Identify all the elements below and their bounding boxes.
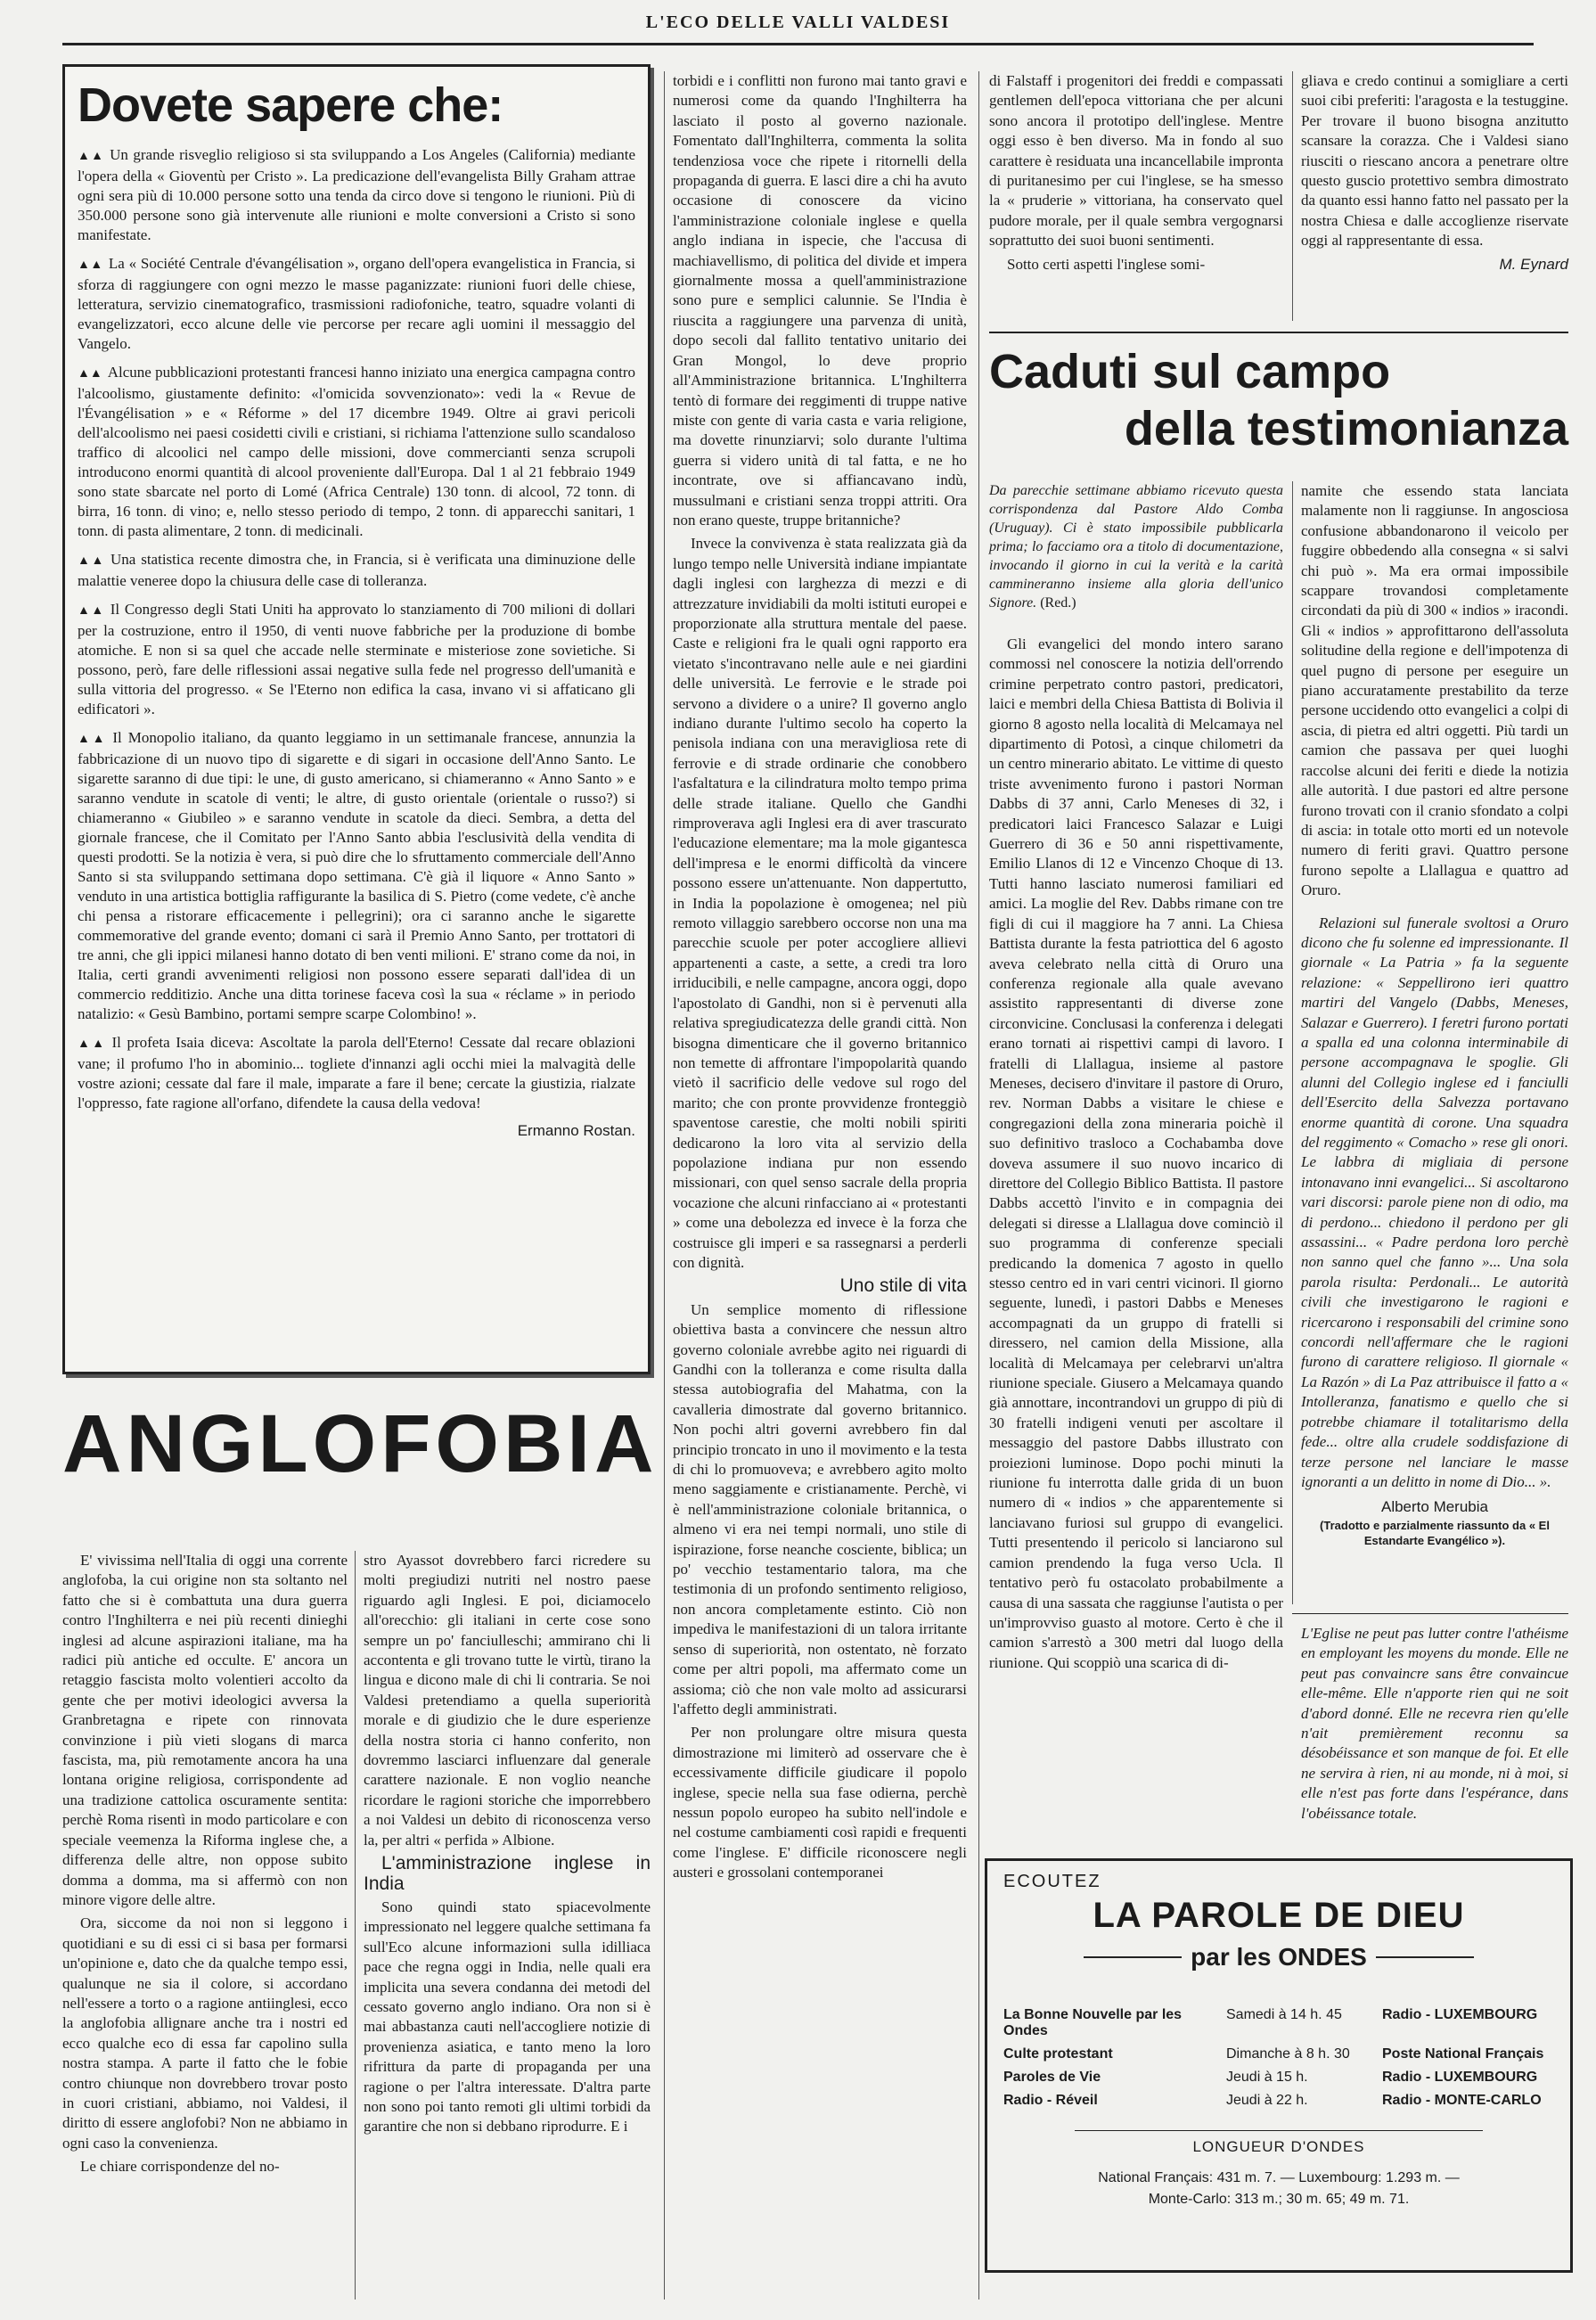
article-paragraph: Sono quindi stato spiacevolmente impressionato nel leggere qualche settimana fa sull'Eco alcune informazioni sulla idilliaca pace che regna oggi in India, nelle quali era implicita una severa condanna dei metodi del cessato governo anglo indiano. Ora non si è mai abbastanza cauti nell'accogliere notizie di provenienza asiatica, e tanto meno la loro rifrittura da parte di propaganda per una ragione o per l'altra interessate. D'altra parte non sono poi tanto remoti gli ultimi torbidi da garantire che non si debbano riprodurre. E i bbox=[364, 1898, 651, 2136]
radio-station: Poste National Français bbox=[1382, 2046, 1544, 2062]
caduti-signature: Alberto Merubia bbox=[1380, 1498, 1488, 1516]
eglise-quote-text: L'Eglise ne peut pas lutter contre l'athéisme en employant les moyens du monde. Elle ne peut pas convaincre sans être convaincue elle-même. Elle n'apporte rien qui ne soit d'abord donné. Elle ne recevra rien qu'elle n'ait premièrement reconnu sa désobéissance et son manque de foi. Et elle ne servira à rien, ni au monde, ni à moi, si elle n'est pas forte dans l'espérance, dans l'obéissance totale. bbox=[1301, 1625, 1568, 1822]
article-paragraph: stro Ayassot dovrebbero farci ricredere su molti pregiudizi nutriti nel nostro paese riguardo agli Inglesi. E poi, diciamocelo all'orecchio: gli italiani in certe cose sono sempre un po' fanciulleschi; ammirano chi li accontenta e gli trovano tutte le virtù, tirano la lingua e dicono male di chi li contraria. Se noi Valdesi pretendiamo a quella superiorità morale e di giudizio che le dure esperienze della nostra storia ci hanno conferito, non dovremmo lasciarci influenzare dal generale carattere nazionale. E non voglio neanche ricordare le ragioni storiche che imporrebbero a noi Valdesi un debito di riconoscenza verso la, per altri « perfida » Albione. bbox=[364, 1552, 651, 1849]
dovete-item: ▲▲ Il profeta Isaia diceva: Ascoltate la parola dell'Eterno! Cessate dal recare oblazioni vane; il profumo l'ho in abominio... togliete d'innanzi agli occhi miei la malvagità delle vostre azioni; cessate dal fare il male, imparate a fare il bene; cercate la giustizia, rialzate l'oppresso, fate ragione all'orfano, difendete la causa della vedova! bbox=[78, 1034, 635, 1111]
subtitle-rule-left bbox=[1084, 1956, 1182, 1958]
section-rule bbox=[989, 332, 1568, 333]
subtitle-rule-right bbox=[1376, 1956, 1474, 1958]
article-paragraph: torbidi e i conflitti non furono mai tanto gravi e numerosi come da quando l'Inghilterra ha lasciato il posto al governo nazionale. Fomentato dall'Inghilterra, commenta la solita tendenziosa voce che ripete i ritornelli della propaganda di guerra. E lasci dire a chi ha avuto occasione di conoscere da vicino l'amministrazione coloniale inglese e quella anglo indiana in ispecie, che l'accusa di machiavellismo, di politica del divide et impera giornalmente mossa a quell'amministrazione sono pure e semplici calunnie. Se l'India è riuscita a raggiungere una parvenza di unità, dopo secoli dal fallito tentativo unitario dei Gran Mongol, lo deve proprio all'Amministrazione britannica. L'Inghilterra tentò di formare dei reggimenti di truppe native miste con gente di varia casta e varia religione, ma dovette rinunziarvi; solo durante l'ultima guerra si videro unità di tal fatta, e ne ho incontrate, ove si affiancavano indù, mussulmani e cristiani senza troppi attriti. Ora non erano queste, truppe britanniche? bbox=[673, 72, 967, 529]
column-divider bbox=[1292, 71, 1293, 321]
article-paragraph: di Falstaff i progenitori dei freddi e compassati gentlemen dell'epoca vittoriana che per alcuni sono ancora il prototipo dell'inglese. Mentre oggi esso è ben diverso. Ma in fondo al suo carattere è residuata una incancellabile impronta di puritanesimo per cui l'inglese, se ha smesso la « pruderie » vittoriana, ha conservato quel pudore morale, per il quale sembra vergognarsi soprattutto dei suoi buoni sentimenti. bbox=[989, 72, 1283, 250]
eglise-quote bbox=[1301, 1624, 1568, 1847]
caduti-title bbox=[989, 343, 1568, 477]
bullet-icon: ▲▲ bbox=[78, 150, 105, 163]
radio-row bbox=[1003, 2007, 1554, 2039]
bullet-icon: ▲▲ bbox=[78, 554, 105, 568]
column-divider bbox=[664, 71, 665, 2300]
longueur-line-2: Monte-Carlo: 313 m.; 30 m. 65; 49 m. 71. bbox=[1148, 2192, 1410, 2207]
caduti-signature-note: (Tradotto e parzialmente riassunto da « El Estandarte Evangélico »). bbox=[1320, 1518, 1550, 1547]
article-paragraph: Invece la convivenza è stata realizzata già da lungo tempo nelle Università indiane impiantate dagli inglesi con larghezza di mezzi e di attrezzature invidiabili da molti istituti europei e proporzionate alla struttura mentale del paese. Caste e religioni fra le quali ogni rapporto era vietato s'incontravano nelle aule e nei giardini delle università. Le ferrovie e le strade poi servono a dividere o a unire? Il governo anglo indiano durante l'ultimo secolo ha coperto la penisola indiana con una meravigliosa rete di ferrovie e di strade ordinarie che conobbero l'asfaltatura e la cilindratura molto tempo prima delle strade italiane. Quello che Gandhi rimproverava agli Inglesi era di aver trascurato l'educazione elementare; ma la mole gigantesca dell'impresa e le enormi difficoltà da vincere possono essere un'attenuante. Non dappertutto, in India la popolazione è omogenea; nel più remoto villaggio sarebbero occorse non una ma parecchie scuole per poter accogliere allievi appartenenti a caste, a sette, a credi tra loro irriducibili, e nelle campagne, ancora oggi, dopo l'apostolato di Gandhi, non si è pervenuti alla relativa spregiudicatezza delle grandi città. Non bisogna dimenticare che il governo britannico non temette di affrontare l'impopolarità quando vietò il sacrificio delle vedove sul rogo del marito; che con pronte provvidenze fronteggiò spaventose carestie, che molti nobili spiriti dedicarono la loro vita al servizio della popolazione indiana pur non essendo missionari, con quel senso sacrale della propria vocazione che alcuni rinfacciano ai « protestanti » come una debolezza ed invece è la forza che costruisce gli imperi e sa rassegnarsi a perderli con dignità. bbox=[673, 535, 967, 1271]
article-paragraph: Sotto certi aspetti l'inglese somi- bbox=[1007, 255, 1206, 273]
anglofobia-signature: M. Eynard bbox=[1499, 255, 1568, 273]
radio-program: Paroles de Vie bbox=[1003, 2070, 1101, 2085]
dovete-signature: Ermanno Rostan. bbox=[517, 1122, 635, 1139]
dovete-item: ▲▲ Il Congresso degli Stati Uniti ha approvato lo stanziamento di 700 milioni di dollari per la costruzione, entro il 1950, di venti nuove fabbriche per la produzione di bombe atomiche. E non si sa quel che accade nelle sterminate e misteriose zone sovietiche. Si possono, però, fare delle riflessioni assai negative sulla fede nel progresso dell'umanità e sulla vittoria del progresso. « Se l'Eterno non edifica la casa, invano vi si affaticano gli edificatori ». bbox=[78, 601, 635, 717]
dovete-item: ▲▲ Il Monopolio italiano, da quanto leggiamo in un settimanale francese, annunzia la fabbricazione di un nuovo tipo di sigarette e di sigari in occasione dell'Anno Santo. Le sigarette saranno di due tipi: le une, di gusto americano, si chiameranno « Anno Santo » e saranno vendute in scatole di venti; le altre, di gusto orientale (orientale o russo?) si chiameranno « Giubileo » e saranno vendute in scatole da dieci. Sembra, a detta del giornale francese, che il Comitato per l'Anno Santo abbia l'esclusività della vendita di questi prodotti. Se la notizia è vera, si può dire che lo sfruttamento commerciale dell'Anno Santo si sta sviluppando settimana dopo settimana. C'è già il liquore « Anno Santo » venduto in una artistica bottiglia raffigurante la basilica di S. Pietro (come vedete, c'è anche chi pensa a ristorare efficacemente i pellegrini); ora ci saranno anche le sigarette commemorative del grande evento; domani ci sarà il Premio Anno Santo, per trottatori di tre anni, che gli ippici milanesi hanno dotato di ben venti milioni. E' strano come da noi, in Italia, certi grandi avvenimenti religiosi non possono essere separati dall'idea di un commercio redditizio. Anche una ditta torinese faceva così la sua « réclame » in periodo natalizio: « Gesù Bambino, portami sempre scarpe Colombino! ». bbox=[78, 729, 636, 1022]
caduti-intro bbox=[989, 481, 1283, 633]
dovete-sapere-box bbox=[62, 64, 651, 1374]
radio-program: Radio - Réveil bbox=[1003, 2093, 1098, 2108]
caduti-column-1 bbox=[989, 635, 1283, 1671]
radio-subtitle bbox=[1003, 1943, 1554, 1972]
anglofobia-column-3 bbox=[673, 71, 967, 2300]
dovete-title: Dovete sapere che: bbox=[78, 78, 503, 132]
anglofobia-column-2 bbox=[364, 1551, 651, 2300]
column-divider bbox=[1292, 481, 1293, 1604]
article-paragraph: Relazioni sul funerale svoltosi a Oruro dicono che fu solenne ed impressionante. Il giornale « La Patria » fa la seguente relazione: « Seppellirono ieri quattro martiri del Vangelo (Dabbs, Meneses, Salazar e Guerrero). I feretri furono portati a spalla ed una colonna interminabile di persone accompagnava le spoglie. Gli alunni del Collegio inglese ed i fanciulli dell'Esercito della Salvezza portavano enorme quantità di corone. Una squadra del reggimento « Comacho » rese gli onori. Le labbra di migliaia di persone intonavano inni evangelici... Si ascoltarono vari discorsi: parole piene non di odio, ma di perdono... chiedono il perdono per gli assassini... « Padre perdona loro perchè non sanno quel che fanno »... Una sola parola risulta: Perdonali... Le autorità civili che investigarono le ragioni e ricercarono i responsabili del crimine sono concordi nell'affermare che le ragioni furono di carattere religioso. Il giornale « La Razón » di La Paz attribuisce il fatto a « Intolleranza, fanatismo e quello che si potrebbe chiamare il totalitarismo della fede... oltre alla crudele soddisfazione di terze persone nel lanciare le masse ignoranti a un delitto in nome di Dio... ». bbox=[1301, 914, 1568, 1490]
radio-ecoutez: ECOUTEZ bbox=[1003, 1872, 1101, 1891]
caduti-title-line-2: della testimonianza bbox=[1124, 402, 1568, 455]
bullet-icon: ▲▲ bbox=[78, 367, 102, 381]
radio-advert-box bbox=[985, 1858, 1573, 2273]
anglofobia-column-5 bbox=[1301, 71, 1568, 321]
caduti-title-line-1: Caduti sul campo bbox=[989, 345, 1391, 398]
caduti-intro-tag: (Red.) bbox=[1040, 595, 1076, 611]
anglofobia-column-4 bbox=[989, 71, 1283, 321]
radio-station: Radio - LUXEMBOURG bbox=[1382, 2007, 1538, 2022]
caduti-column-2 bbox=[1301, 481, 1568, 1595]
longueur-rule bbox=[1075, 2130, 1483, 2131]
radio-time: Jeudi à 15 h. bbox=[1226, 2070, 1308, 2085]
bullet-icon: ▲▲ bbox=[78, 733, 108, 746]
caduti-intro-text: Da parecchie settimane abbiamo ricevuto questa corrispondenza dal Pastore Aldo Comba (Uruguay). Ci è stato impossibile pubblicarla prima; lo facciamo ora a titolo di documentazione, invocando il giorno in cui la verità e la carità cammineranno insieme alla gloria dell'unico Signore. bbox=[989, 483, 1283, 611]
article-paragraph: namite che essendo stata lanciata malamente non li raggiunse. In angosciosa confusione abbandonarono il veicolo per fuggire obbedendo alla consegna « si salvi chi può ». Ma era ormai impossibile scappare trovandosi completamente circondati da più di 300 « indios » iracondi. Gli « indios » approfittarono dell'assoluta solitudine della regione e dell'impotenza di quel pugno di persone per eseguire un piano accuratamente prestabilito da terze persone uccidendo otto evangelici a colpi di ascia, di pietra ed altri oggetti. Più tardi un camion che passava per quei luoghi raccolse alcuni dei feriti e diede la notizia alle autorità. I due pastori ed altre persone furono trovati con il cranio sfondato a colpi di ascia: in totale otto morti ed un notevole numero di feriti gravi. Quattro persone furono sepolte a Llallagua e quattro ad Oruro. bbox=[1301, 482, 1568, 899]
dovete-item: ▲▲ La « Société Centrale d'évangélisation », organo dell'opera evangelistica in Francia, si sforza di raggiungere con ogni mezzo le masse paganizzate: riunioni fuori delle chiese, letteratura, servizio cinematografico, trasmissioni radiofoniche, teatro, squadre volanti di evangelizzatori, ecco alcune delle vie percorse per recare agli uomini il messaggio del Vangelo. bbox=[78, 255, 636, 352]
article-paragraph: Per non prolungare oltre misura questa dimostrazione mi limiterò ad osservare che è eccessivamente difficile giudicare il popolo inglese, specie nella sua fase odierna, perchè nessun popolo europeo ha subito nell'indole e nel costume cambiamenti così rapidi e frequenti come l'inglese. E' difficile riconoscere negli austeri e grossolani contemporanei bbox=[673, 1724, 967, 1881]
header-rule bbox=[62, 43, 1534, 45]
radio-row bbox=[1003, 2070, 1554, 2086]
article-paragraph: Gli evangelici del mondo intero sarano commossi nel conoscere la notizia dell'orrendo crimine perpetrato contro pastori, predicatori, laici e membri della Chiesa Battista di Bolivia il giorno 8 agosto nella località di Melcamaya nel dipartimento di Potosì, a cinque chilometri da un centro minerario abitato. Le vittime di questo triste avvenimento furono i pastori Norman Dabbs di 37 anni, Carlo Meneses di 32, i predicatori laici Francesco Salazar e Luigi Guerrero di 36 e 50 anni rispettivamente, Emilio Llanos di 12 e Vincenzo Choque di 13. Tutti hanno lasciato numerosi familiari ed amici. La moglie del Rev. Dabbs rimane con tre figli di cui il maggiore ha 7 anni. La Chiesa Battista durante la festa patriottica del 6 agosto aveva celebrato nella città di Oruro una conferenza regionale alla quale avevano assistito rappresentanti di diverse zone circonvicine. Conclusasi la conferenza i delegati erano tornati ai rispettivi campi di lavoro. I fratelli di Llallagua, insieme al pastore Meneses, decisero d'invitare il pastore di Oruro, rev. Norman Dabbs a visitare le chiese e congregazioni della zona mineraria poichè il suo definitivo trasloco a Cochabamba dove doveva assumere il suo nuovo incarico di direttore del Collegio Biblico Battista. Il pastore Dabbs accettò l'invito e in compagnia dei delegati si diresse a Llallagua dove cominciò il suo programma di conferenze speciali predicando la domenica 7 agosto in quello stesso centro ed in vari centri vicinori. Il giorno seguente, lunedì, i pastori Dabbs e Meneses accompagnati da un gruppo di fratelli si diressero, nel camion della Missione, alla località di Melcamaya per celebrarvi un'altra riunione speciale. Giusero a Melcamaya quando già annottare, incontrandovi un gruppo di più di 30 fratelli indigeni venuti per ascoltare il messaggio del pastore Dabbs illustrato con proiezioni luminose. Dopo pochi minuti la riunione fu interrotta dalle grida di un buon numero di « indios » che apparentemente si lanciavano furiosi sul gruppo di evangelici. Tutti presentendo il pericolo si lanciarono sul camion prendendo la fuga verso Ucla. Il tentativo però fu ostacolato probabilmente a causa di una sassata che raggiunse l'autista o per un'improvviso guasto al motore. Certo è che il camion s'arrestò a 300 metri dal luogo della riunione. Qui scoppiò una scarica di di- bbox=[989, 635, 1283, 1671]
dovete-item: ▲▲ Alcune pubblicazioni protestanti francesi hanno iniziato una energica campagna contro l'alcoolismo, giustamente definito: «l'omicida sovvenzionato»: vedi la « Revue de l'Évangélisation » e « Réforme » del 17 dicembre 1949. Oltre ai gravi pericoli dell'alcoolismo nei paesi cosidetti civili e cristiani, si richiama l'attenzione sullo scandaloso traffico di alcoolici nel campo delle missioni, dove commercianti senza scrupoli introducono enormi quantità di alcool proveniente dall'Europa. Dal 1 al 21 febbraio 1949 sono state sbarcate nel porto di Lomé (Africa Centrale) 130 tonn. di alcool, 72 tonn. di birra, 16 tonn. di vino; e, nello stesso periodo di tempo, 2 tonn. di apparecchi sanitari, 1 tonn. di pasta alimentare, 2 tonn. di medicinali. bbox=[78, 364, 635, 539]
radio-subtitle-text: par les ONDES bbox=[1191, 1943, 1367, 1971]
radio-row bbox=[1003, 2093, 1554, 2109]
radio-time: Samedi à 14 h. 45 bbox=[1226, 2007, 1342, 2022]
bullet-icon: ▲▲ bbox=[78, 1037, 107, 1051]
radio-program: La Bonne Nouvelle par les Ondes bbox=[1003, 2007, 1183, 2038]
bullet-icon: ▲▲ bbox=[78, 604, 105, 618]
anglofobia-column-1 bbox=[62, 1551, 348, 2300]
article-paragraph: Un semplice momento di riflessione obiettiva basta a convincere che nessun altro governo coloniale avrebbe agito nei riguardi di Gandhi con la tolleranza e come risulta dalla stessa autobiografia del Mahatma, con la cavalleria dimostrate dal governo britannico. Non pochi altri governi avrebbero fin dal principio troncato in uno il movimento e la testa di chi lo promuoveva; e avrebbero agito molto meno saggiamente e cristianamente. Perchè, vi è nell'amministrazione coloniale britannica, o almeno vi era nei tempi normali, uno stile di ispirazione, forse neanche cosciente, biblica; un po' vecchio testamentario talora, ma che testimonia di un profondo sentimento religioso, non ancora completamente estinto. Ciò non impediva le manifestazioni di un talora irritante senso di superiorità, non ostentato, nè forzato come per altri popoli, ma affermato come un assioma; ciò che non vale molto ad assicurarsi l'affetto degli amministrati. bbox=[673, 1300, 967, 1717]
radio-program: Culte protestant bbox=[1003, 2046, 1113, 2062]
radio-station: Radio - MONTE-CARLO bbox=[1382, 2093, 1542, 2108]
section-rule bbox=[1292, 1613, 1568, 1614]
radio-time: Dimanche à 8 h. 30 bbox=[1226, 2046, 1350, 2062]
radio-row bbox=[1003, 2046, 1554, 2062]
radio-title: LA PAROLE DE DIEU bbox=[1093, 1896, 1465, 1935]
column-divider bbox=[978, 71, 979, 2300]
radio-station: Radio - LUXEMBOURG bbox=[1382, 2070, 1538, 2085]
article-paragraph: gliava e credo continui a somigliare a certi suoi cibi preferiti: l'aragosta e la testuggine. Per trovare il buono bisogna anzitutto scansare la corazza. Che i Valdesi siano riusciti o riescano ancora a penetrare oltre questo guscio protettivo sembra dimostrato da quanto essi hanno fatto nel passato per la nostra Chiesa e dalle accoglienze riservate oggi al rappresentante di essa. bbox=[1301, 72, 1568, 250]
article-paragraph: Le chiare corrispondenze del no- bbox=[80, 2158, 280, 2176]
newspaper-title: L'ECO DELLE VALLI VALDESI bbox=[645, 12, 951, 32]
longueur-title: LONGUEUR D'ONDES bbox=[1192, 2138, 1365, 2155]
section-subhead: L'amministrazione inglese in India bbox=[364, 1853, 651, 1894]
bullet-icon: ▲▲ bbox=[78, 258, 103, 272]
longueur-line-1: National Français: 431 m. 7. — Luxembourg: 1.293 m. — bbox=[1098, 2170, 1460, 2185]
page-header bbox=[0, 0, 1596, 55]
article-paragraph: Ora, siccome da noi non si leggono i quotidiani e su di essi ci si basa per formarsi un'opinione e, dato che da qualche tempo essi, qualunque ne sia il colore, si accordano nell'essere a torto o a ragione antiinglesi, ecco la anglofobia allignare anche tra i nostri ed ecco qualche eco di essa far capolino sulla nostra stampa. A parte il fatto che le fobie contro chiunque non dovrebbero trovar posto in cuori cristiani, abbiamo, noi Valdesi, il diritto di essere anglofobi? Non ne abbiamo in ogni caso la convenienza. bbox=[62, 1914, 348, 2152]
dovete-item: ▲▲ Un grande risveglio religioso si sta sviluppando a Los Angeles (California) mediante l'opera della « Gioventù per Cristo ». La predicazione dell'evangelista Billy Graham attrae ogni sera più di 10.000 persone sotto una tenda da circo dove si tengono le riunioni. Più di 350.000 persone sono già intervenute alle riunioni e molte conversioni a Cristo si sono manifestate. bbox=[78, 146, 635, 243]
dovete-item: ▲▲ Una statistica recente dimostra che, in Francia, si è verificata una diminuzione delle malattie veneree dopo la chiusura delle case di tolleranza. bbox=[78, 551, 635, 589]
column-divider bbox=[355, 1551, 356, 2300]
section-subhead: Uno stile di vita bbox=[839, 1275, 967, 1297]
radio-time: Jeudi à 22 h. bbox=[1226, 2093, 1308, 2108]
anglofobia-title: ANGLOFOBIA bbox=[62, 1398, 659, 1489]
article-paragraph: E' vivissima nell'Italia di oggi una corrente anglofoba, la cui origine non sta soltanto nel fatto che si è combattuta una dura guerra contro l'Inghilterra e nei più recenti dinieghi inglesi ad alcune aspirazioni italiane, ma ha radici più antiche ed occulte. E' ancora un retaggio fascista molto volentieri accolto da gente che per motivi ideologici avversa la Granbretagna e ripete con rinnovata convinzione i più vieti slogans di marca fascista, ma, più remotamente ancora ha una lontana origine religiosa, corrispondente ad una tradizione cattolica oscuramente sentita: perchè Roma risentì in modo particolare e con speciale veemenza la Riforma inglese che, a differenza delle altre, non oppose subito domma a domma, ma si affermò con non minore vigore delle altre. bbox=[62, 1552, 348, 1908]
